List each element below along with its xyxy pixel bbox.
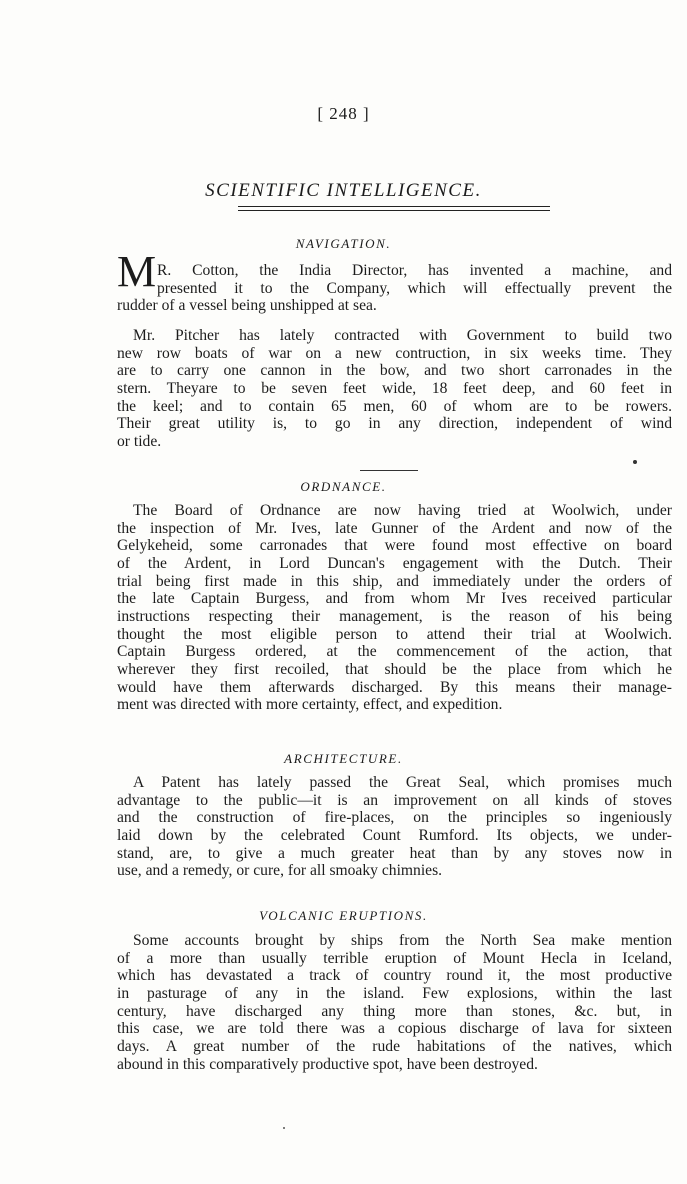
text-line: wherever they first recoiled, that should be the place from which he <box>117 660 672 678</box>
text-line: the late Captain Burgess, and from whom Mr Ives received particular <box>117 590 672 608</box>
text-line: would have them afterwards discharged. By this means their manage- <box>117 678 672 696</box>
text-line: Their great utility is, to go in any direction, independent of wind <box>117 415 672 433</box>
text-line: of a more than usually terrible eruption of Mount Hecla in Iceland, <box>117 949 672 967</box>
text-line: century, have discharged any thing more than stones, &c. but, in <box>117 1002 672 1020</box>
page-number: [ 248 ] <box>317 104 370 123</box>
text-line: are to carry one cannon in the bow, and two short carronades in the <box>117 362 672 380</box>
text-line: trial being first made in this ship, and immediately under the orders of <box>117 572 672 590</box>
title-rule-lower <box>238 210 550 211</box>
section-heading-volcanic-eruptions: VOLCANIC ERUPTIONS. <box>259 908 428 923</box>
section-divider <box>360 470 418 471</box>
text-line: A Patent has lately passed the Great Seal, which promises much <box>133 774 672 791</box>
text-line: Gelykeheid, some carronades that were found most effective on board <box>117 537 672 555</box>
section-heading-navigation: NAVIGATION. <box>295 236 392 251</box>
text-line: or tide. <box>117 432 162 450</box>
text-line: advantage to the public—it is an improvement on all kinds of stoves <box>117 791 672 809</box>
text-line: laid down by the celebrated Count Rumford. Its objects, we under- <box>117 826 672 844</box>
text-line: R. Cotton, the India Director, has invented a machine, and <box>157 262 672 279</box>
text-line: this case, we are told there was a copious discharge of lava for sixteen <box>117 1020 672 1038</box>
text-line: use, and a remedy, or cure, for all smoaky chimnies. <box>117 862 443 880</box>
text-line: instructions respecting their management, is the reason of his being <box>117 607 672 625</box>
text-line: abound in this comparatively productive spot, have been destroyed. <box>117 1055 538 1073</box>
text-line: which has devastated a track of country round it, the most productive <box>117 967 672 985</box>
text-line: new row boats of war on a new contruction, in six weeks time. They <box>117 344 672 362</box>
text-line: the inspection of Mr. Ives, late Gunner of the Ardent and now of the <box>117 519 672 537</box>
title-rule-upper <box>238 206 550 207</box>
text-line: presented it to the Company, which will effectually prevent the <box>157 279 672 297</box>
text-line: Mr. Pitcher has lately contracted with Government to build two <box>133 327 672 344</box>
text-line: Some accounts brought by ships from the North Sea make mention <box>133 932 672 949</box>
text-line: the keel; and to contain 65 men, 60 of whom are to be rowers. <box>117 397 672 415</box>
text-line: stern. Theyare to be seven feet wide, 18 feet deep, and 60 feet in <box>117 379 672 397</box>
text-line: rudder of a vessel being unshipped at sea. <box>117 297 377 315</box>
text-line: of the Ardent, in Lord Duncan's engagement with the Dutch. Their <box>117 554 672 572</box>
text-line: Captain Burgess ordered, at the commencement of the action, that <box>117 643 672 661</box>
text-line: The Board of Ordnance are now having tried at Woolwich, under <box>133 502 672 519</box>
paragraph-navigation-cotton <box>117 262 672 315</box>
section-heading-architecture: ARCHITECTURE. <box>284 751 403 766</box>
page-title: SCIENTIFIC INTELLIGENCE. <box>205 180 482 201</box>
paragraph-architecture <box>117 774 672 880</box>
paragraph-ordnance <box>117 502 672 714</box>
ink-speck <box>633 460 637 464</box>
text-line: in pasturage of any in the island. Few explosions, within the last <box>117 984 672 1002</box>
text-line: ment was directed with more certainty, effect, and expedition. <box>117 696 503 714</box>
paragraph-volcanic-eruptions <box>117 932 672 1073</box>
paragraph-navigation-pitcher <box>117 327 672 451</box>
section-heading-ordnance: ORDNANCE. <box>300 479 387 494</box>
ink-speck <box>283 1127 285 1129</box>
text-line: thought the most eligible person to attend their trial at Woolwich. <box>117 625 672 643</box>
text-line: days. A great number of the rude habitations of the natives, which <box>117 1037 672 1055</box>
drop-cap: M <box>117 247 157 296</box>
text-line: stand, are, to give a much greater heat than by any stoves now in <box>117 844 672 862</box>
text-line: and the construction of fire-places, on the principles so ingeniously <box>117 809 672 827</box>
